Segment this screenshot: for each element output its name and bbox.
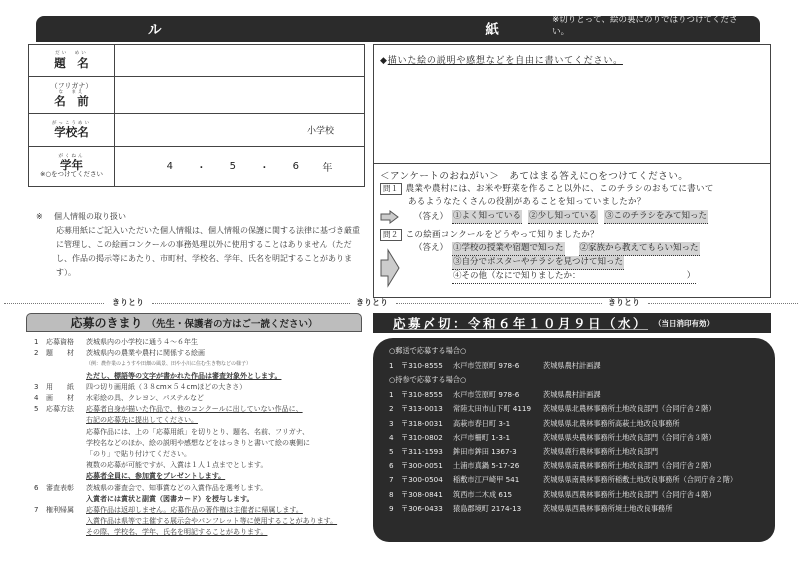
grade-field <box>115 146 365 186</box>
question-1: 問１ 農業や農村には、お米や野菜を作ること以外に、このチラシのおもてに書いて <box>380 183 764 196</box>
rule-item: 7 権利帰属 応募作品は返却しません。応募作品の著作権は主催者に帰属します。 入賞作品は県等で主催する展示会やパンフレット等に使用することがあります。 その際、学校名、学年、氏名を明記することがあります。 <box>34 506 338 537</box>
grade-separator: ・ <box>259 162 270 174</box>
grade-suffix: 年 <box>322 162 333 174</box>
comment-area[interactable] <box>374 69 770 161</box>
school-row <box>29 114 365 146</box>
address-row: 1 〒310-8555 水戸市笠原町 978-6 茨城県農村計画課 <box>389 361 601 370</box>
q1-option-2[interactable]: ②少し知っている <box>528 210 598 224</box>
address-row: 3 〒318-0031 高萩市春日町 3-1 茨城県県北農林事務所高萩土地改良事務所 <box>389 418 680 428</box>
privacy-title: 個人情報の取り扱い <box>54 212 126 221</box>
carry-heading: ○持参で応募する場合○ <box>389 375 467 385</box>
q2-option-1[interactable]: ①学校の授業や宿題で知った <box>452 242 565 256</box>
rules-list <box>34 337 364 539</box>
cut-dots <box>396 303 602 304</box>
rule-item: 3 用 紙 四つ切り画用紙（３８cm×５４cmほどの大きさ） <box>34 382 247 391</box>
question-2-number: 問２ <box>380 229 402 241</box>
school-field[interactable] <box>115 114 365 146</box>
mail-heading: ○郵送で応募する場合○ <box>389 346 467 355</box>
address-row: 9 〒306-0433 猿島郡境町 2174-13 茨城県県西農林事務所境土地改良事務所 <box>389 503 673 513</box>
address-row: 7 〒300-0504 稲敷市江戸崎甲 541 茨城県県南農林事務所稲敷土地改良事務所（合同庁舎２階） <box>389 475 738 485</box>
grade-separator: ・ <box>196 162 207 174</box>
question-2-answers: （答え） ①学校の授業や宿題で知った ②家族から教えてもらい知った ③自分でポスターやチラシを見つけて知った ④その他（なにで知りましたか： ） <box>380 242 764 294</box>
name-field[interactable] <box>115 77 365 114</box>
entry-form-table <box>28 44 365 187</box>
header-note: ※切りとって、絵の裏にのりではりつけてください。 <box>552 15 738 37</box>
privacy-body: 応募用紙にご記入いただいた個人情報は、個人情報の保護に関する法律に基づき厳重に管理し、この絵画コンクールの事務処理以外に使用することはありません（ただし、作品の掲示等にあたり、市町村、学校名、学年、氏名を明記することがあります）。 <box>56 226 360 277</box>
q2-option-3[interactable]: ③自分でポスターやチラシを見つけて知った <box>452 256 624 270</box>
q1-option-3[interactable]: ③このチラシをみて知った <box>604 210 708 224</box>
address-panel <box>373 338 775 542</box>
title-label: だい めい 題 名 <box>29 45 115 77</box>
title-field[interactable] <box>115 45 365 77</box>
q2-option-4[interactable]: ④その他（なにで知りましたか： ） <box>452 270 696 284</box>
survey-section: ＜アンケートのおねがい＞ あてはまる答えに○をつけてください。 問１ 農業や農村には、お米や野菜を作ること以外に、このチラシのおもてに書いて あるようなたくさんの役割があることを知っていましたか？ （答え） ①よく知っている ②少し知っている ③このチラシをみて知った 問２ この絵画コンクールをどうやって知りましたか？ （答え） ①学校の授業や宿題で知った ②家族から教えてもらい知った ③自分でポスターやチラシを見つけて知った ④その他（なにで知りましたか： ） <box>374 163 770 294</box>
school-label: がっこうめい 学校名 <box>29 114 115 146</box>
address-row: 8 〒308-0841 筑西市二木成 615 茨城県県西農林事務所土地改良部門（合同庁舎４階） <box>389 489 716 499</box>
grade-option-5[interactable]: 5 <box>229 160 237 172</box>
rules-heading: 応募のきまり （先生・保護者の方はご一読ください） <box>26 313 362 332</box>
address-row: 5 〒311-1593 鉾田市鉾田 1367-3 茨城県鹿行農林事務所土地改良部門 <box>389 447 659 457</box>
deadline-note: （当日消印有効） <box>654 318 715 328</box>
address-row: 2 〒313-0013 常陸太田市山下町 4119 茨城県県北農林事務所土地改良部門（合同庁舎２階） <box>389 404 716 414</box>
cut-label: きりとり <box>112 298 144 307</box>
cut-label: きりとり <box>356 298 388 307</box>
privacy-notice <box>36 210 366 280</box>
comment-survey-box <box>373 44 771 298</box>
question-2: 問２ この絵画コンクールをどうやって知りましたか？ <box>380 229 764 242</box>
arrow-right-icon <box>380 242 402 294</box>
form-header <box>36 2 760 42</box>
contest-title: 第１６回いばらきの農業・農村子ども絵画コンクール <box>148 2 466 38</box>
rule-item: 5 応募方法 応募者自身が描いた作品で、他のコンクールに出していない作品に、 右記の応募先に提出してください。 応募作品には、上の「応募用紙」を切りとり、題名、名前、フリガナ、 学校名などのほか、絵の説明や感想などをはっきりと書いて絵の裏側に 「のり」で貼り付けてください。 複数の応募が可能ですが、入賞は１人１点までとします。 応募者全員に、参加賞をプレゼントします。 <box>34 405 310 481</box>
question-1-number: 問１ <box>380 183 402 195</box>
name-label: （フリガナ） な まえ 名 前 <box>29 77 115 114</box>
rule-item: 4 画 材 水彩絵の具、クレヨン、パステルなど <box>34 394 204 403</box>
name-row <box>29 77 365 114</box>
survey-heading: ＜アンケートのおねがい＞ あてはまる答えに○をつけてください。 <box>380 171 689 182</box>
cut-label: きりとり <box>608 298 640 307</box>
school-suffix: 小学校 <box>306 126 334 137</box>
rule-item: 2 題 材 茨城県内の農業や農村に関係する絵画 （例：農作業のようすや田畑の風景、田や小川に住む生き物などの様子） ただし、標語等の文字が書かれた作品は審査対象外とします。 <box>34 349 282 380</box>
arrow-right-icon <box>380 210 402 224</box>
privacy-mark: ※ <box>36 212 43 221</box>
deadline-bar <box>373 313 771 333</box>
grade-label: がくねん 学年 ※○をつけてください <box>29 146 115 186</box>
grade-row <box>29 146 365 186</box>
cut-line <box>0 297 800 309</box>
rule-item: 6 審査表彰 茨城県の審査会で、知事賞などの入賞作品を選考します。 入賞者には賞状と副賞（図書カード）を授与します。 <box>34 483 268 503</box>
q2-option-2[interactable]: ②家族から教えてもらい知った <box>579 242 700 256</box>
question-1-answers: （答え） ①よく知っている ②少し知っている ③このチラシをみて知った <box>380 210 764 224</box>
address-row: 4 〒310-0802 水戸市柵町 1-3-1 茨城県県央農林事務所土地改良部門（合同庁舎３階） <box>389 432 716 442</box>
cut-dots <box>4 303 104 304</box>
title-row <box>29 45 365 77</box>
address-row: 1 〒310-8555 水戸市笠原町 978-6 茨城県農村計画課 <box>389 390 601 400</box>
cut-dots <box>648 303 798 304</box>
comment-prompt: ◆描いた絵の説明や感想などを自由に書いてください。 <box>380 56 623 66</box>
form-label: 応募用紙 <box>485 2 526 38</box>
cut-dots <box>152 303 350 304</box>
address-row: 6 〒300-0051 土浦市真鍋 5-17-26 茨城県県南農林事務所土地改良部門（合同庁舎２階） <box>389 461 716 471</box>
grade-option-4[interactable]: 4 <box>166 160 174 172</box>
q1-option-1[interactable]: ①よく知っている <box>452 210 522 224</box>
grade-option-6[interactable]: 6 <box>292 160 300 172</box>
rule-item: 1 応募資格 茨城県内の小学校に通う４～６年生 <box>34 338 198 346</box>
deadline-text: 応募〆切：令和６年１０月９日（水） <box>393 316 649 331</box>
diamond-bullet-icon: ◆ <box>380 56 388 66</box>
